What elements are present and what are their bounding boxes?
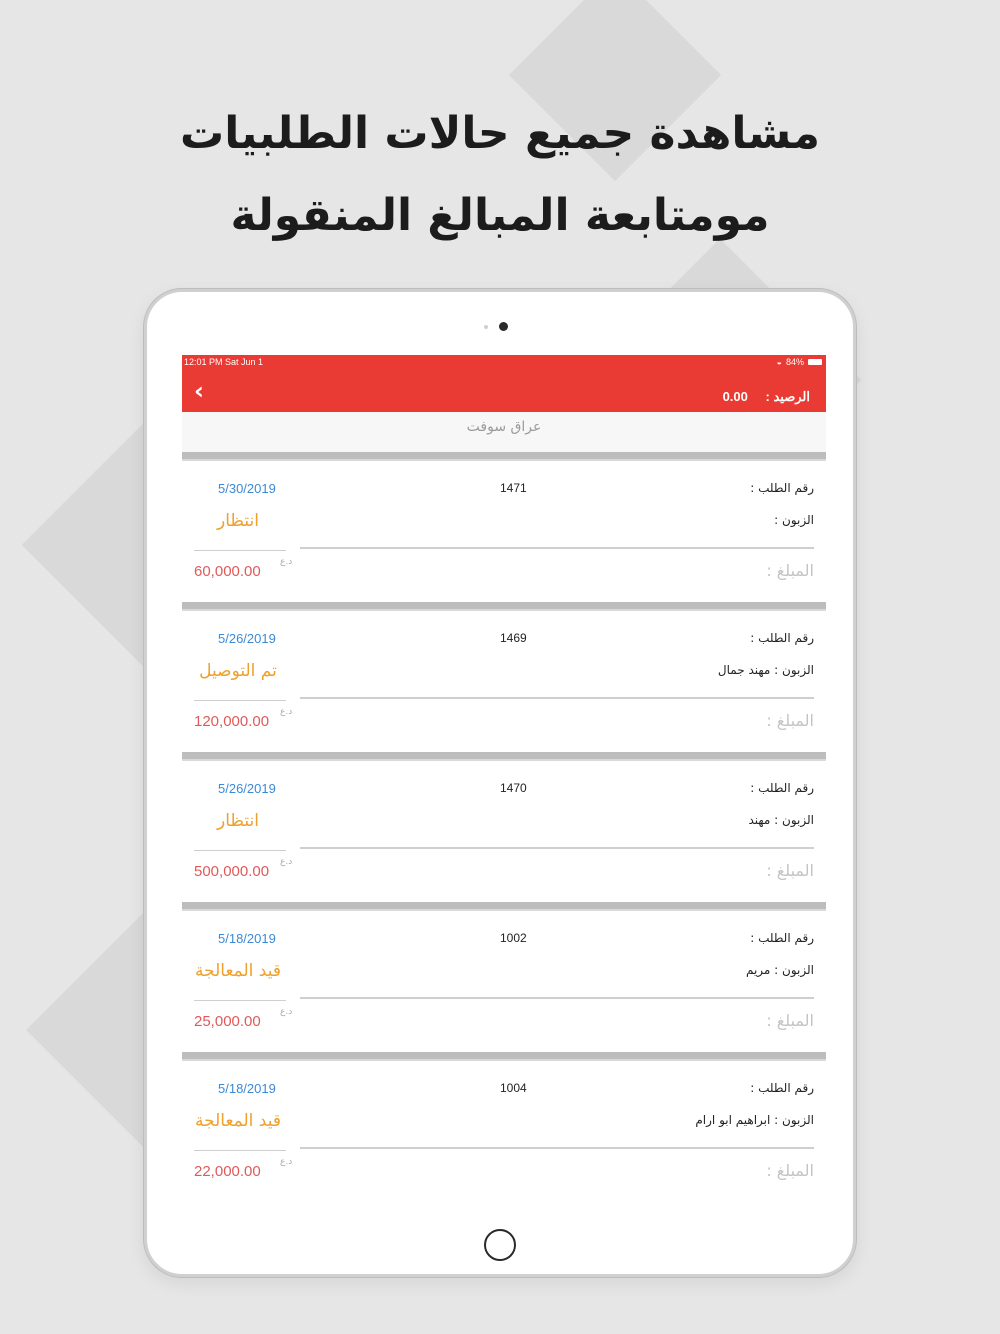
balance-value: 0.00 [722, 389, 748, 404]
tablet-frame [144, 289, 856, 1277]
divider [300, 1147, 814, 1149]
app-bar [182, 355, 826, 412]
divider [194, 850, 286, 851]
order-number-label: رقم الطلب : [750, 1081, 814, 1095]
order-number: 1004 [500, 1081, 527, 1095]
order-number: 1471 [500, 481, 527, 495]
order-number-label: رقم الطلب : [750, 631, 814, 645]
company-name: عراق سوفت [182, 412, 826, 452]
customer-label: الزبون : [774, 1113, 814, 1127]
battery-icon [808, 359, 822, 365]
currency-label: د.ع [280, 707, 293, 717]
order-amount: 60,000.00 [194, 563, 261, 580]
order-number: 1002 [500, 931, 527, 945]
customer-label: الزبون : [774, 663, 814, 677]
currency-label: د.ع [280, 1007, 293, 1017]
currency-label: د.ع [280, 557, 293, 567]
order-number: 1469 [500, 631, 527, 645]
customer-name: مهند جمال [717, 663, 771, 677]
order-card[interactable] [182, 602, 826, 749]
status-time: 12:01 PM Sat Jun 1 [184, 357, 264, 367]
order-number-label: رقم الطلب : [750, 781, 814, 795]
divider [194, 700, 286, 701]
amount-label: المبلغ : [766, 711, 814, 730]
order-amount: 500,000.00 [194, 863, 270, 880]
divider [300, 997, 814, 999]
order-date: 5/30/2019 [218, 481, 276, 496]
currency-label: د.ع [280, 857, 293, 867]
camera-icon [499, 322, 508, 331]
customer-row [774, 513, 814, 527]
customer-row [718, 663, 814, 677]
divider [300, 697, 814, 699]
order-date: 5/26/2019 [218, 631, 276, 646]
amount-label: المبلغ : [766, 1011, 814, 1030]
status-indicators [777, 357, 822, 367]
tablet-sensor [484, 325, 488, 329]
order-status: قيد المعالجة [195, 961, 281, 981]
app-screen [182, 355, 826, 1212]
order-number: 1470 [500, 781, 527, 795]
customer-name: ابراهيم ابو ارام [695, 1113, 771, 1127]
balance-label: الرصيد : [765, 389, 810, 404]
customer-row [746, 963, 814, 977]
currency-label: د.ع [280, 1157, 293, 1167]
amount-label: المبلغ : [766, 1161, 814, 1180]
headline-line-2: مومتابعة المبالغ المنقولة [230, 190, 770, 241]
order-amount: 120,000.00 [194, 713, 270, 730]
order-number-label: رقم الطلب : [750, 931, 814, 945]
headline-line-1: مشاهدة جميع حالات الطلبيات [180, 108, 820, 159]
divider [194, 1000, 286, 1001]
order-status: تم التوصيل [199, 661, 277, 681]
order-date: 5/18/2019 [218, 931, 276, 946]
customer-row [748, 813, 814, 827]
order-card[interactable] [182, 752, 826, 899]
wifi-icon: ◒ [776, 357, 782, 367]
balance-display [723, 389, 810, 405]
order-date: 5/26/2019 [218, 781, 276, 796]
home-button[interactable] [484, 1229, 516, 1261]
order-card[interactable] [182, 902, 826, 1049]
customer-row [695, 1113, 814, 1127]
orders-list [182, 452, 826, 1202]
customer-label: الزبون : [774, 963, 814, 977]
chevron-left-icon[interactable]: ‹ [194, 377, 204, 405]
order-status: انتظار [217, 811, 259, 831]
order-status: انتظار [217, 511, 259, 531]
divider [300, 547, 814, 549]
order-number-label: رقم الطلب : [750, 481, 814, 495]
order-card[interactable] [182, 1052, 826, 1199]
divider [300, 847, 814, 849]
amount-label: المبلغ : [766, 861, 814, 880]
customer-name: مريم [745, 963, 771, 977]
order-status: قيد المعالجة [195, 1111, 281, 1131]
divider [194, 550, 286, 551]
customer-name: مهند [748, 813, 771, 827]
amount-label: المبلغ : [766, 561, 814, 580]
order-amount: 22,000.00 [194, 1163, 261, 1180]
customer-label: الزبون : [774, 513, 814, 527]
order-date: 5/18/2019 [218, 1081, 276, 1096]
battery-percent: 84% [785, 357, 804, 367]
customer-label: الزبون : [774, 813, 814, 827]
order-card[interactable] [182, 452, 826, 599]
divider [194, 1150, 286, 1151]
order-amount: 25,000.00 [194, 1013, 261, 1030]
